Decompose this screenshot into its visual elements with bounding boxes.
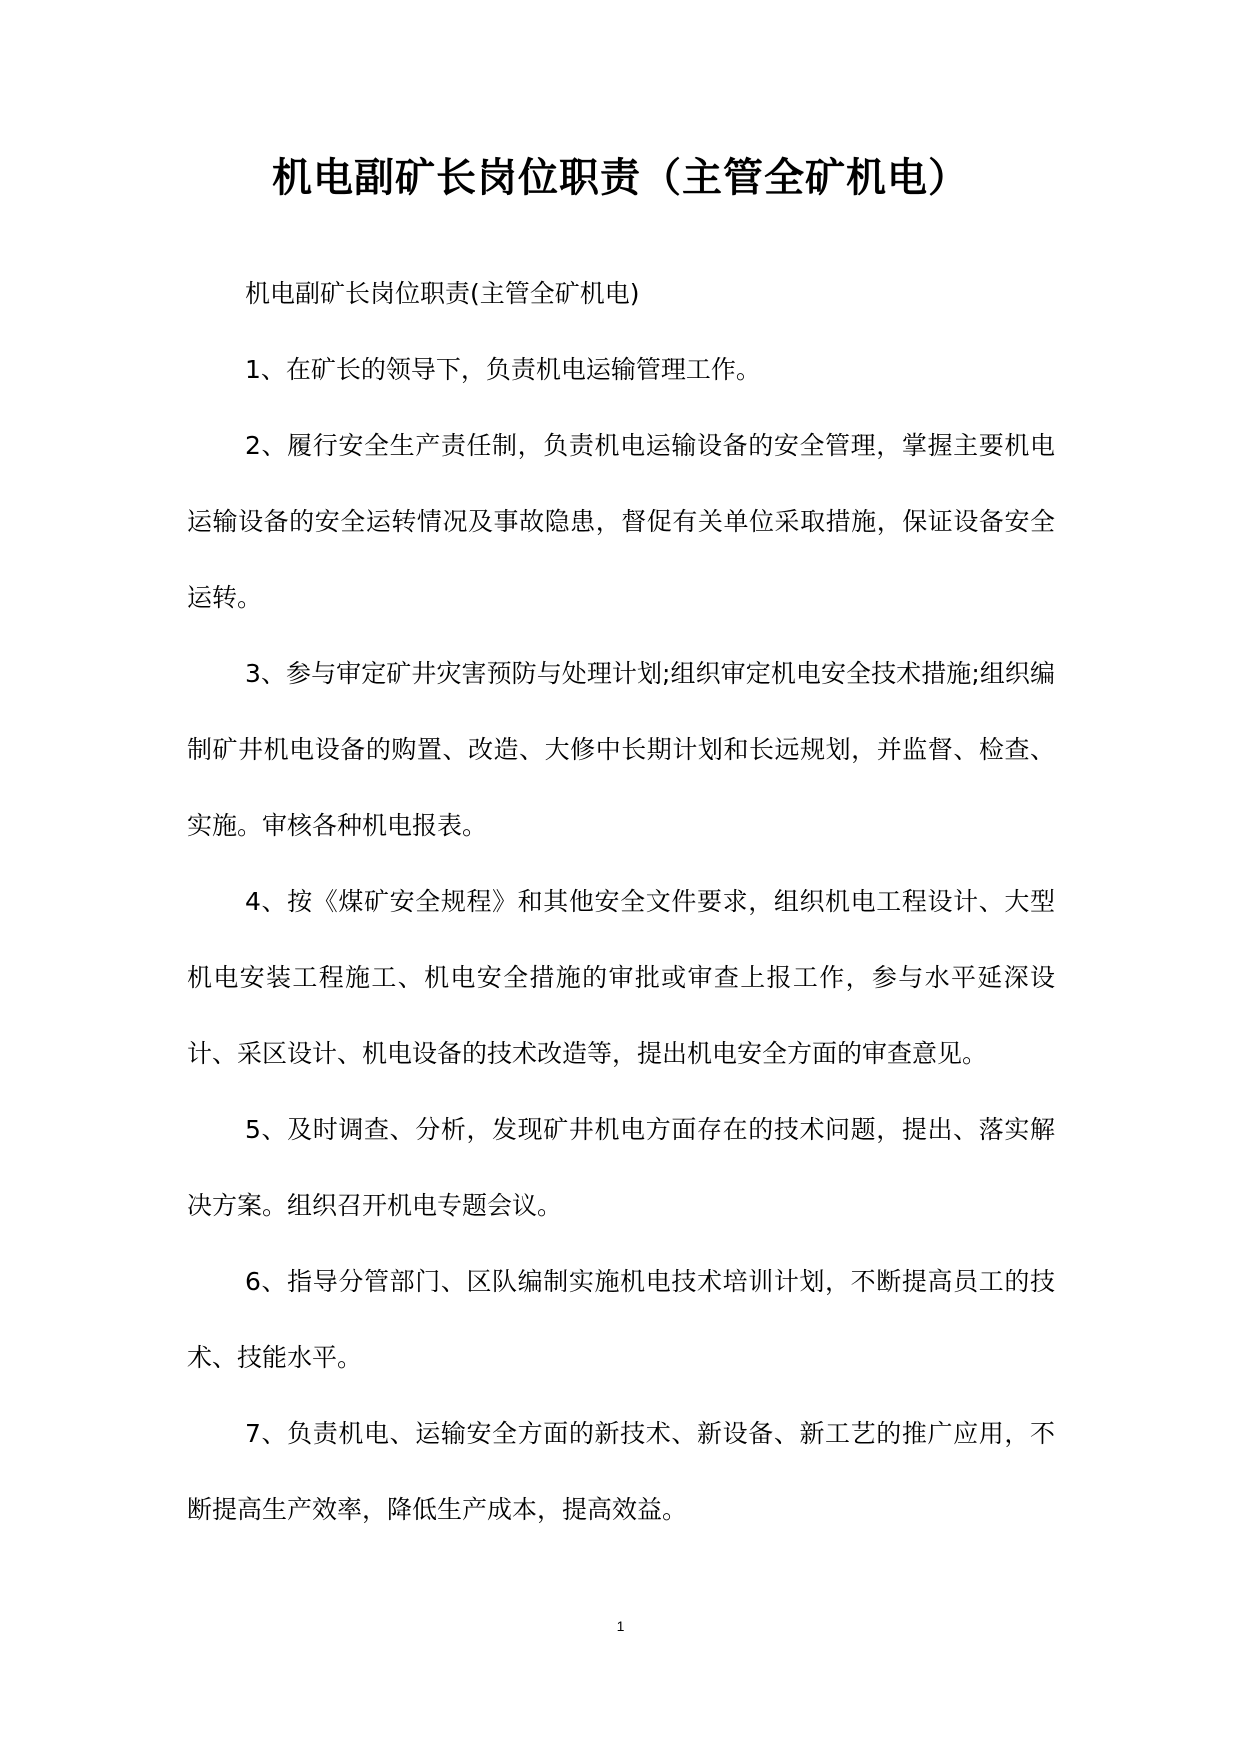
paragraph-1: 1、在矿长的领导下，负责机电运输管理工作。 [245, 355, 761, 384]
paragraph-2: 2、履行安全生产责任制，负责机电运输设备的安全管理，掌握主要机电运输设备的安全运转情况及事故隐患，督促有关单位采取措施，保证设备安全运转。 [187, 431, 1055, 612]
paragraph-6: 6、指导分管部门、区队编制实施机电技术培训计划，不断提高员工的技术、技能水平。 [187, 1267, 1055, 1372]
paragraph-7: 7、负责机电、运输安全方面的新技术、新设备、新工艺的推广应用，不断提高生产效率，降低生产成本，提高效益。 [187, 1419, 1055, 1524]
page-number: 1 [616, 1618, 625, 1634]
document-body [187, 256, 1055, 1548]
paragraph-3: 3、参与审定矿井灾害预防与处理计划;组织审定机电安全技术措施;组织编制矿井机电设备的购置、改造、大修中长期计划和长远规划，并监督、检查、实施。审核各种机电报表。 [187, 659, 1055, 840]
paragraph-4: 4、按《煤矿安全规程》和其他安全文件要求，组织机电工程设计、大型机电安装工程施工、机电安全措施的审批或审查上报工作，参与水平延深设计、采区设计、机电设备的技术改造等，提出机电安全方面的审查意见。 [187, 887, 1055, 1068]
document-subtitle: 机电副矿长岗位职责(主管全矿机电) [245, 279, 640, 308]
document-title: 机电副矿长岗位职责（主管全矿机电） [272, 154, 969, 201]
paragraph-5: 5、及时调查、分析，发现矿井机电方面存在的技术问题，提出、落实解决方案。组织召开机电专题会议。 [187, 1115, 1055, 1220]
